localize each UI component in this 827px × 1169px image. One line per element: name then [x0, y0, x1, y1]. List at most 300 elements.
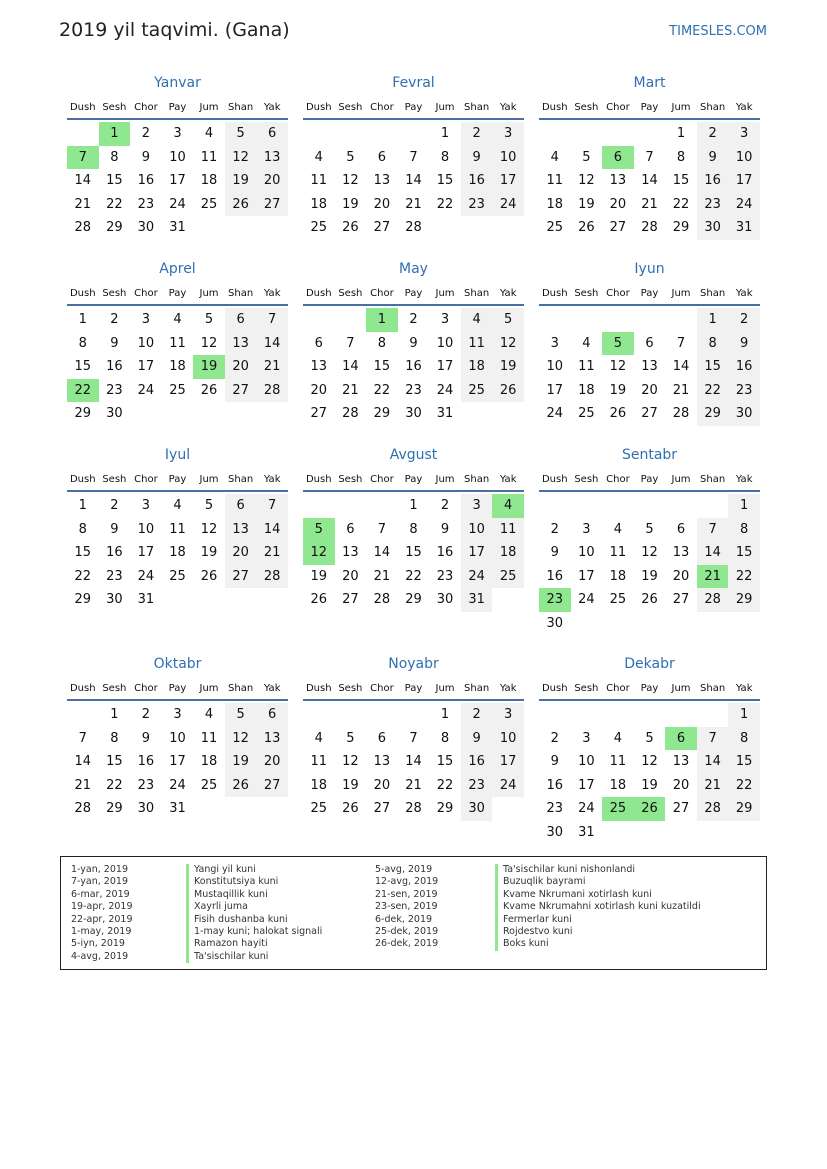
day-cell[interactable]: 12 [225, 146, 257, 170]
day-cell[interactable]: 14 [672, 359, 690, 374]
day-cell[interactable]: 23 [405, 382, 422, 398]
day-cell[interactable]: 30 [436, 592, 454, 607]
day-cell[interactable]: 4 [613, 521, 623, 537]
day-cell[interactable]: 12 [342, 754, 359, 769]
day-cell[interactable]: 10 [436, 335, 454, 351]
day-cell[interactable]: 12 [492, 332, 524, 356]
day-cell[interactable]: 15 [74, 359, 92, 374]
day-cell[interactable]: 15 [405, 545, 422, 560]
day-cell[interactable]: 17 [728, 169, 760, 193]
day-cell[interactable]: 27 [373, 220, 391, 235]
day-cell[interactable]: 13 [342, 545, 359, 560]
day-cell[interactable]: 4 [204, 707, 214, 722]
day-cell[interactable]: 7 [645, 149, 654, 165]
day-cell[interactable]: 27 [373, 801, 391, 816]
day-cell[interactable]: 24 [728, 193, 760, 217]
day-cell[interactable]: 13 [609, 173, 627, 188]
day-cell[interactable]: 26 [200, 382, 218, 398]
day-cell[interactable]: 11 [169, 521, 186, 537]
day-cell[interactable]: 12 [641, 545, 658, 560]
day-cell[interactable]: 17 [169, 173, 186, 188]
day-cell[interactable]: 21 [74, 196, 92, 212]
day-cell[interactable]: 24 [436, 382, 454, 398]
day-cell[interactable]: 19 [200, 545, 218, 560]
day-cell[interactable]: 19 [225, 750, 257, 774]
day-cell[interactable]: 23 [106, 382, 123, 398]
day-cell[interactable]: 23 [436, 568, 454, 584]
day-cell[interactable]: 11 [310, 754, 328, 769]
day-cell[interactable]: 17 [461, 541, 493, 565]
day-cell[interactable]: 31 [137, 592, 155, 607]
day-cell[interactable]: 18 [169, 545, 186, 560]
site-link[interactable]: TIMESLES.COM [669, 24, 767, 39]
day-cell[interactable]: 9 [110, 335, 119, 351]
day-cell[interactable]: 24 [169, 196, 186, 212]
day-cell[interactable]: 29 [436, 801, 454, 816]
day-cell[interactable]: 15 [697, 355, 729, 379]
day-cell[interactable]: 7 [346, 335, 355, 351]
day-cell[interactable]: 27 [256, 774, 288, 798]
day-cell[interactable]: 24 [137, 382, 155, 398]
day-cell[interactable]: 15 [436, 754, 454, 769]
day-cell[interactable]: 12 [578, 173, 595, 188]
day-cell[interactable]: 4 [582, 335, 591, 351]
day-cell[interactable]: 16 [137, 754, 155, 769]
day-cell[interactable]: 19 [342, 196, 359, 212]
day-cell[interactable]: 26 [225, 774, 257, 798]
day-cell[interactable]: 24 [578, 592, 595, 607]
day-cell[interactable]: 4 [492, 494, 524, 518]
day-cell[interactable]: 3 [173, 126, 182, 141]
day-cell[interactable]: 28 [405, 220, 422, 235]
day-cell[interactable]: 20 [672, 777, 690, 793]
day-cell[interactable]: 14 [256, 518, 288, 542]
day-cell[interactable]: 3 [492, 703, 524, 727]
day-cell[interactable]: 30 [106, 592, 123, 607]
day-cell[interactable]: 11 [200, 730, 218, 746]
day-cell[interactable]: 23 [461, 193, 493, 217]
day-cell[interactable]: 5 [346, 149, 355, 165]
day-cell[interactable]: 17 [492, 750, 524, 774]
day-cell[interactable]: 9 [550, 545, 559, 560]
day-cell[interactable]: 9 [728, 332, 760, 356]
day-cell[interactable]: 2 [461, 122, 493, 146]
day-cell[interactable]: 8 [440, 149, 450, 165]
day-cell[interactable]: 2 [141, 707, 151, 722]
day-cell[interactable]: 24 [492, 774, 524, 798]
day-cell[interactable]: 2 [461, 703, 493, 727]
day-cell[interactable]: 4 [173, 312, 182, 327]
day-cell[interactable]: 5 [225, 122, 257, 146]
day-cell[interactable]: 20 [641, 382, 658, 398]
day-cell[interactable]: 19 [578, 196, 595, 212]
day-cell[interactable]: 17 [578, 568, 595, 584]
day-cell[interactable]: 20 [310, 382, 328, 398]
day-cell[interactable]: 24 [546, 406, 564, 421]
day-cell[interactable]: 12 [609, 359, 627, 374]
day-cell[interactable]: 26 [609, 406, 627, 421]
day-cell[interactable]: 19 [641, 568, 658, 584]
day-cell[interactable]: 25 [310, 220, 328, 235]
day-cell[interactable]: 7 [377, 521, 387, 537]
day-cell[interactable]: 21 [697, 774, 729, 798]
day-cell[interactable]: 10 [578, 754, 595, 769]
day-cell[interactable]: 5 [492, 308, 524, 332]
day-cell[interactable]: 10 [546, 359, 564, 374]
day-cell[interactable]: 12 [342, 173, 359, 188]
day-cell[interactable]: 1 [440, 707, 450, 722]
day-cell[interactable]: 29 [106, 220, 123, 235]
day-cell[interactable]: 14 [405, 754, 422, 769]
day-cell[interactable]: 10 [137, 335, 155, 351]
day-cell[interactable]: 12 [303, 541, 335, 565]
day-cell[interactable]: 5 [645, 521, 654, 537]
day-cell[interactable]: 25 [609, 592, 627, 607]
day-cell[interactable]: 6 [377, 730, 387, 746]
day-cell[interactable]: 18 [609, 777, 627, 793]
day-cell[interactable]: 2 [728, 308, 760, 332]
day-cell[interactable]: 17 [436, 359, 454, 374]
day-cell[interactable]: 3 [550, 335, 559, 351]
day-cell[interactable]: 5 [645, 730, 654, 746]
day-cell[interactable]: 9 [110, 521, 119, 537]
day-cell[interactable]: 10 [492, 727, 524, 751]
day-cell[interactable]: 18 [461, 355, 493, 379]
day-cell[interactable]: 11 [169, 335, 186, 351]
day-cell[interactable]: 19 [641, 777, 658, 793]
day-cell[interactable]: 27 [310, 406, 328, 421]
day-cell[interactable]: 20 [672, 568, 690, 584]
day-cell[interactable]: 1 [78, 498, 87, 513]
day-cell[interactable]: 13 [310, 359, 328, 374]
day-cell[interactable]: 14 [256, 332, 288, 356]
day-cell[interactable]: 23 [461, 774, 493, 798]
day-cell[interactable]: 30 [137, 220, 155, 235]
day-cell[interactable]: 8 [697, 332, 729, 356]
day-cell[interactable]: 6 [314, 335, 323, 351]
day-cell[interactable]: 6 [346, 521, 355, 537]
day-cell[interactable]: 11 [609, 545, 627, 560]
day-cell[interactable]: 25 [169, 568, 186, 584]
day-cell[interactable]: 31 [461, 588, 493, 612]
day-cell[interactable]: 21 [74, 777, 92, 793]
day-cell[interactable]: 27 [609, 220, 627, 235]
day-cell[interactable]: 21 [405, 196, 422, 212]
day-cell[interactable]: 21 [697, 565, 729, 589]
day-cell[interactable]: 7 [256, 494, 288, 518]
day-cell[interactable]: 25 [200, 777, 218, 793]
day-cell[interactable]: 21 [405, 777, 422, 793]
day-cell[interactable]: 9 [461, 146, 493, 170]
day-cell[interactable]: 27 [672, 801, 690, 816]
day-cell[interactable]: 17 [137, 359, 155, 374]
day-cell[interactable]: 10 [461, 518, 493, 542]
day-cell[interactable]: 15 [436, 173, 454, 188]
day-cell[interactable]: 3 [492, 122, 524, 146]
day-cell[interactable]: 18 [546, 196, 564, 212]
day-cell[interactable]: 8 [728, 518, 760, 542]
day-cell[interactable]: 7 [256, 308, 288, 332]
day-cell[interactable]: 18 [169, 359, 186, 374]
day-cell[interactable]: 25 [169, 382, 186, 398]
day-cell[interactable]: 3 [141, 312, 151, 327]
day-cell[interactable]: 1 [110, 707, 119, 722]
day-cell[interactable]: 18 [310, 196, 328, 212]
day-cell[interactable]: 11 [492, 518, 524, 542]
day-cell[interactable]: 19 [609, 382, 627, 398]
day-cell[interactable]: 31 [169, 220, 186, 235]
day-cell[interactable]: 31 [169, 801, 186, 816]
day-cell[interactable]: 7 [409, 149, 418, 165]
day-cell[interactable]: 3 [582, 730, 591, 746]
day-cell[interactable]: 29 [728, 588, 760, 612]
day-cell[interactable]: 9 [440, 521, 450, 537]
day-cell[interactable]: 25 [492, 565, 524, 589]
day-cell[interactable]: 14 [405, 173, 422, 188]
day-cell[interactable]: 15 [106, 754, 123, 769]
day-cell[interactable]: 13 [672, 754, 690, 769]
day-cell[interactable]: 5 [204, 498, 214, 513]
day-cell[interactable]: 3 [141, 498, 151, 513]
day-cell[interactable]: 2 [110, 312, 119, 327]
day-cell[interactable]: 6 [645, 335, 654, 351]
day-cell[interactable]: 11 [310, 173, 328, 188]
day-cell[interactable]: 12 [225, 727, 257, 751]
day-cell[interactable]: 5 [346, 730, 355, 746]
day-cell[interactable]: 6 [377, 149, 387, 165]
day-cell[interactable]: 11 [578, 359, 595, 374]
day-cell[interactable]: 22 [697, 379, 729, 403]
day-cell[interactable]: 16 [461, 750, 493, 774]
day-cell[interactable]: 4 [613, 730, 623, 746]
day-cell[interactable]: 9 [409, 335, 418, 351]
day-cell[interactable]: 16 [697, 169, 729, 193]
day-cell[interactable]: 13 [672, 545, 690, 560]
day-cell[interactable]: 6 [225, 308, 257, 332]
day-cell[interactable]: 28 [342, 406, 359, 421]
day-cell[interactable]: 18 [200, 173, 218, 188]
day-cell[interactable]: 7 [676, 335, 686, 351]
day-cell[interactable]: 2 [141, 126, 151, 141]
day-cell[interactable]: 25 [461, 379, 493, 403]
day-cell[interactable]: 3 [173, 707, 182, 722]
day-cell[interactable]: 31 [436, 406, 454, 421]
day-cell[interactable]: 5 [602, 332, 634, 356]
day-cell[interactable]: 19 [225, 169, 257, 193]
day-cell[interactable]: 1 [366, 308, 398, 332]
day-cell[interactable]: 8 [676, 149, 686, 165]
day-cell[interactable]: 8 [78, 521, 87, 537]
day-cell[interactable]: 20 [225, 541, 257, 565]
day-cell[interactable]: 20 [373, 196, 391, 212]
day-cell[interactable]: 29 [74, 592, 92, 607]
day-cell[interactable]: 17 [546, 382, 564, 398]
day-cell[interactable]: 23 [697, 193, 729, 217]
day-cell[interactable]: 8 [728, 727, 760, 751]
day-cell[interactable]: 29 [672, 220, 690, 235]
day-cell[interactable]: 14 [74, 173, 92, 188]
day-cell[interactable]: 23 [106, 568, 123, 584]
day-cell[interactable]: 21 [641, 196, 658, 212]
day-cell[interactable]: 10 [137, 521, 155, 537]
day-cell[interactable]: 17 [169, 754, 186, 769]
day-cell[interactable]: 27 [225, 379, 257, 403]
day-cell[interactable]: 6 [256, 703, 288, 727]
day-cell[interactable]: 2 [440, 498, 450, 513]
day-cell[interactable]: 20 [609, 196, 627, 212]
day-cell[interactable]: 29 [74, 406, 92, 421]
day-cell[interactable]: 5 [204, 312, 214, 327]
day-cell[interactable]: 14 [342, 359, 359, 374]
day-cell[interactable]: 8 [110, 730, 119, 746]
day-cell[interactable]: 10 [169, 730, 186, 746]
day-cell[interactable]: 29 [405, 592, 422, 607]
day-cell[interactable]: 18 [578, 382, 595, 398]
day-cell[interactable]: 22 [728, 565, 760, 589]
day-cell[interactable]: 28 [74, 220, 92, 235]
day-cell[interactable]: 21 [342, 382, 359, 398]
day-cell[interactable]: 22 [728, 774, 760, 798]
day-cell[interactable]: 25 [602, 797, 634, 821]
day-cell[interactable]: 25 [310, 801, 328, 816]
day-cell[interactable]: 7 [697, 518, 729, 542]
day-cell[interactable]: 14 [697, 750, 729, 774]
day-cell[interactable]: 9 [697, 146, 729, 170]
day-cell[interactable]: 8 [110, 149, 119, 165]
day-cell[interactable]: 27 [641, 406, 658, 421]
day-cell[interactable]: 18 [200, 754, 218, 769]
day-cell[interactable]: 13 [225, 332, 257, 356]
day-cell[interactable]: 27 [225, 565, 257, 589]
day-cell[interactable]: 30 [106, 406, 123, 421]
day-cell[interactable]: 17 [492, 169, 524, 193]
day-cell[interactable]: 16 [436, 545, 454, 560]
day-cell[interactable]: 22 [405, 568, 422, 584]
day-cell[interactable]: 17 [578, 777, 595, 793]
day-cell[interactable]: 22 [672, 196, 690, 212]
day-cell[interactable]: 5 [582, 149, 591, 165]
day-cell[interactable]: 22 [436, 196, 454, 212]
day-cell[interactable]: 27 [672, 592, 690, 607]
day-cell[interactable]: 4 [314, 730, 323, 746]
day-cell[interactable]: 28 [405, 801, 422, 816]
day-cell[interactable]: 13 [373, 173, 391, 188]
day-cell[interactable]: 5 [303, 518, 335, 542]
day-cell[interactable]: 15 [728, 750, 760, 774]
day-cell[interactable]: 21 [373, 568, 391, 584]
day-cell[interactable]: 16 [405, 359, 422, 374]
day-cell[interactable]: 12 [641, 754, 658, 769]
day-cell[interactable]: 11 [200, 149, 218, 165]
day-cell[interactable]: 20 [256, 750, 288, 774]
day-cell[interactable]: 1 [409, 498, 418, 513]
day-cell[interactable]: 4 [314, 149, 323, 165]
day-cell[interactable]: 28 [697, 797, 729, 821]
day-cell[interactable]: 29 [373, 406, 391, 421]
day-cell[interactable]: 6 [602, 146, 634, 170]
day-cell[interactable]: 24 [492, 193, 524, 217]
day-cell[interactable]: 27 [342, 592, 359, 607]
day-cell[interactable]: 28 [256, 379, 288, 403]
day-cell[interactable]: 23 [137, 777, 155, 793]
day-cell[interactable]: 7 [697, 727, 729, 751]
day-cell[interactable]: 1 [78, 312, 87, 327]
day-cell[interactable]: 22 [106, 196, 123, 212]
day-cell[interactable]: 1 [676, 126, 686, 141]
day-cell[interactable]: 16 [546, 777, 564, 793]
day-cell[interactable]: 20 [342, 568, 359, 584]
day-cell[interactable]: 9 [141, 149, 151, 165]
day-cell[interactable]: 19 [310, 568, 328, 584]
day-cell[interactable]: 6 [676, 521, 686, 537]
day-cell[interactable]: 28 [74, 801, 92, 816]
day-cell[interactable]: 25 [200, 196, 218, 212]
day-cell[interactable]: 10 [169, 149, 186, 165]
day-cell[interactable]: 29 [106, 801, 123, 816]
day-cell[interactable]: 4 [550, 149, 559, 165]
day-cell[interactable]: 31 [728, 216, 760, 240]
day-cell[interactable]: 1 [99, 122, 131, 146]
day-cell[interactable]: 9 [461, 727, 493, 751]
day-cell[interactable]: 14 [641, 173, 658, 188]
day-cell[interactable]: 11 [546, 173, 564, 188]
day-cell[interactable]: 16 [461, 169, 493, 193]
day-cell[interactable]: 26 [342, 220, 359, 235]
day-cell[interactable]: 22 [106, 777, 123, 793]
day-cell[interactable]: 13 [225, 518, 257, 542]
day-cell[interactable]: 16 [106, 545, 123, 560]
day-cell[interactable]: 2 [550, 730, 559, 746]
day-cell[interactable]: 6 [256, 122, 288, 146]
day-cell[interactable]: 4 [173, 498, 182, 513]
day-cell[interactable]: 30 [546, 615, 564, 631]
day-cell[interactable]: 18 [492, 541, 524, 565]
day-cell[interactable]: 4 [204, 126, 214, 141]
day-cell[interactable]: 2 [697, 122, 729, 146]
day-cell[interactable]: 28 [373, 592, 391, 607]
day-cell[interactable]: 4 [461, 308, 493, 332]
day-cell[interactable]: 22 [436, 777, 454, 793]
day-cell[interactable]: 3 [582, 521, 591, 537]
day-cell[interactable]: 13 [641, 359, 658, 374]
day-cell[interactable]: 10 [492, 146, 524, 170]
day-cell[interactable]: 1 [697, 308, 729, 332]
day-cell[interactable]: 18 [609, 568, 627, 584]
day-cell[interactable]: 24 [578, 801, 595, 816]
day-cell[interactable]: 19 [492, 355, 524, 379]
day-cell[interactable]: 26 [225, 193, 257, 217]
day-cell[interactable]: 15 [74, 545, 92, 560]
day-cell[interactable]: 16 [137, 173, 155, 188]
day-cell[interactable]: 23 [137, 196, 155, 212]
day-cell[interactable]: 30 [405, 406, 422, 421]
day-cell[interactable]: 15 [672, 173, 690, 188]
day-cell[interactable]: 15 [728, 541, 760, 565]
day-cell[interactable]: 1 [728, 703, 760, 727]
day-cell[interactable]: 26 [634, 797, 666, 821]
day-cell[interactable]: 5 [225, 703, 257, 727]
day-cell[interactable]: 16 [546, 568, 564, 584]
day-cell[interactable]: 21 [256, 355, 288, 379]
day-cell[interactable]: 23 [539, 588, 571, 612]
day-cell[interactable]: 7 [409, 730, 418, 746]
day-cell[interactable]: 24 [169, 777, 186, 793]
day-cell[interactable]: 26 [342, 801, 359, 816]
day-cell[interactable]: 6 [225, 494, 257, 518]
day-cell[interactable]: 23 [546, 801, 564, 816]
day-cell[interactable]: 16 [106, 359, 123, 374]
day-cell[interactable]: 23 [728, 379, 760, 403]
